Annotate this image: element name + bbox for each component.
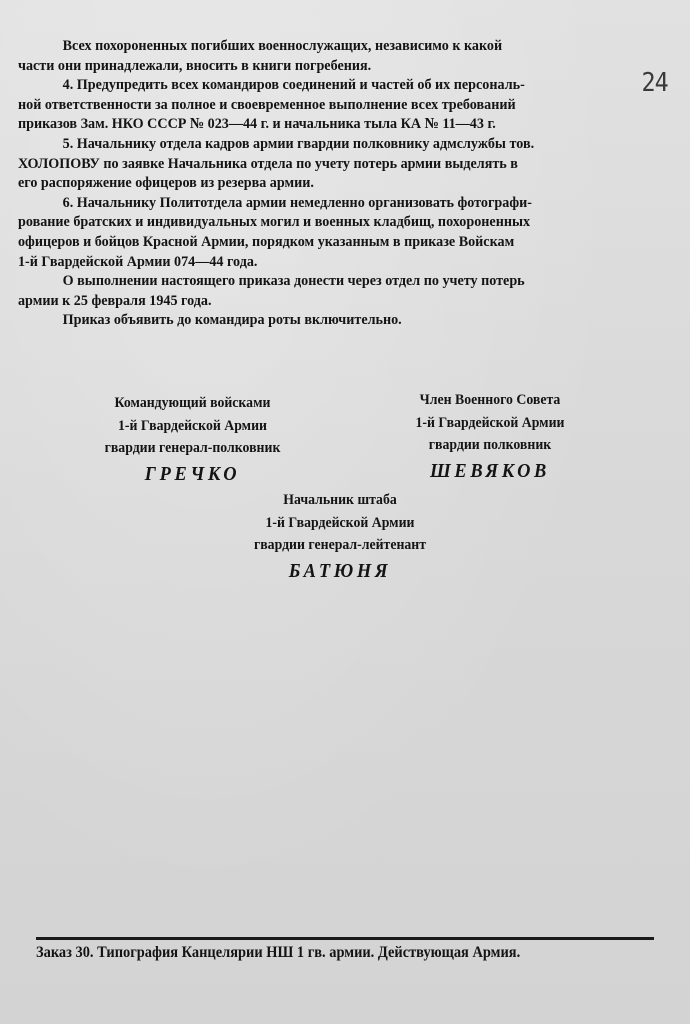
signature-title-line: гвардии полковник — [428, 437, 552, 453]
footer-divider — [36, 937, 654, 940]
page-number: 24 — [641, 68, 668, 98]
signature-title-line: гвардии генерал-лейтенант — [253, 537, 427, 553]
body-line: 1-й Гвардейской Армии 074—44 года. — [18, 252, 258, 270]
signature-name: ГРЕЧКО — [144, 462, 241, 485]
body-line: Приказ объявить до командира роты включительно. — [62, 311, 402, 329]
signature-commander — [66, 392, 319, 488]
signature-title-line: 1-й Гвардейской Армии — [265, 514, 415, 531]
body-line: 4. Предупредить всех командиров соединений и частей об их персональ- — [62, 76, 525, 94]
signature-military-council-member — [370, 389, 609, 485]
signature-title-line: гвардии генерал-полковник — [104, 440, 281, 456]
body-line: 5. Начальнику отдела кадров армии гвардии полковнику адмслужбы тов. — [62, 134, 535, 152]
body-line: части они принадлежали, вносить в книги погребения. — [18, 56, 372, 74]
body-line: 6. Начальнику Политотдела армии немедленно организовать фотографи- — [62, 193, 532, 211]
printing-imprint: Заказ 30. Типография Канцелярии НШ 1 гв. армии. Действующая Армия. — [36, 944, 521, 961]
body-line: офицеров и бойцов Красной Армии, порядком указанным в приказе Войскам — [18, 232, 515, 250]
body-line: его распоряжение офицеров из резерва армии. — [18, 174, 314, 192]
signature-title-line: Член Военного Совета — [419, 392, 561, 408]
signature-name: ШЕВЯКОВ — [429, 459, 551, 482]
signature-title-line: 1-й Гвардейской Армии — [117, 417, 267, 434]
body-line: армии к 25 февраля 1945 года. — [18, 291, 212, 309]
body-line: приказов Зам. НКО СССР № 023—44 г. и начальника тыла КА № 11—43 г. — [18, 115, 496, 133]
order-body-text — [18, 36, 599, 330]
signature-chief-of-staff — [211, 489, 469, 585]
body-line: рование братских и индивидуальных могил и военных кладбищ, похороненных — [18, 213, 531, 231]
signature-title-line: Начальник штаба — [283, 492, 397, 508]
body-line: ХОЛОПОВУ по заявке Начальника отдела по учету потерь армии выделять в — [18, 154, 518, 172]
signature-title-line: 1-й Гвардейской Армии — [415, 414, 565, 431]
body-line: О выполнении настоящего приказа донести через отдел по учету потерь — [62, 272, 525, 290]
body-line: ной ответственности за полное и своевременное выполнение всех требований — [18, 95, 516, 113]
body-line: Всех похороненных погибших военнослужащих, независимо к какой — [62, 37, 503, 54]
signature-title-line: Командующий войсками — [114, 395, 271, 411]
signature-name: БАТЮНЯ — [288, 559, 392, 582]
